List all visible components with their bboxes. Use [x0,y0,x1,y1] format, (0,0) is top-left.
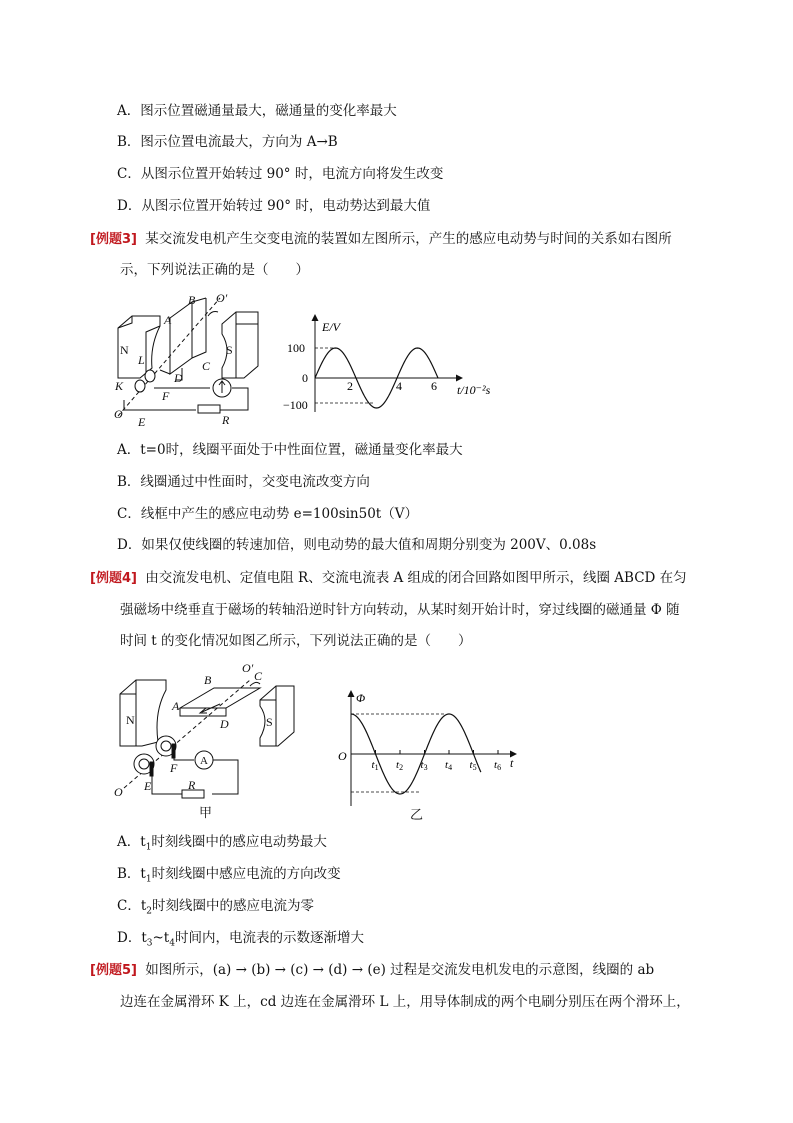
ex4-tag: [例题4] [90,571,137,586]
ex4-option-b-prefix: B．t [117,866,146,882]
ex3-stem-line1 [90,229,672,250]
ex3-stem-text1: 某交流发电机产生交变电流的装置如左图所示，产生的感应电动势与时间的关系如右图所 [145,231,672,247]
ex4-tick-label-6: t6 [494,759,502,772]
ex3-stem-line2: 示，下列说法正确的是（ ） [120,262,309,278]
ex3-xtick-2: 2 [347,379,353,393]
ex5-stem-line1 [90,960,654,981]
ex4-option-b-sub: 1 [145,874,152,885]
q2-option-a: A．图示位置磁通量最大，磁通量的变化率最大 [117,103,397,119]
ex4-option-a-prefix: A．t [117,834,146,850]
ex3-label-b: B [188,293,196,307]
ex4-label-n: N [126,713,135,727]
ex4-option-b [117,864,341,890]
ex4-label-e: E [144,779,152,793]
ex4-label-r: R [188,778,196,792]
q2-option-d: D．从图示位置开始转过 90° 时，电动势达到最大值 [117,198,431,214]
ex4-option-a-sub: 1 [145,842,152,853]
ex4-option-c-rest: 时刻线圈中的感应电流为零 [152,898,314,914]
ex4-flux-graph [336,688,526,808]
ex3-generator-figure [110,288,275,428]
ex3-option-b: B．线圈通过中性面时，交变电流改变方向 [117,474,370,490]
ex4-option-c-sub: 2 [146,906,152,917]
ex4-option-b-rest: 时刻线圈中感应电流的方向改变 [151,866,341,882]
ex5-tag: [例题5] [90,963,137,978]
ex3-label-oprime: O′ [216,291,228,305]
ex4-stem-text1: 由交流发电机、定值电阻 R、交流电流表 A 组成的闭合回路如图甲所示，线圈 ABCD 在匀 [145,570,687,586]
ex4-option-d-prefix: D．t [117,930,147,946]
ex3-label-f: F [162,389,170,403]
ex3-option-a: A．t=0时，线圈平面处于中性面位置，磁通量变化率最大 [117,442,463,458]
ex3-xtick-6: 6 [431,379,437,393]
ex4-stem-line2: 强磁场中绕垂直于磁场的转轴沿逆时针方向转动，从某时刻开始计时，穿过线圈的磁通量 Φ 随 [120,602,680,618]
ex4-option-a [117,832,327,858]
ex3-emf-chart [282,312,507,417]
ex4-label-b: B [204,673,212,687]
ex3-label-k: K [115,379,124,393]
ex4-graph-phi-label: Φ [356,691,366,705]
ex5-stem-text1: 如图所示，(a) → (b) → (c) → (d) → (e) 过程是交流发电机发电的示意图，线圈的 ab [145,962,655,978]
ex4-graph-t-label: t [510,756,514,770]
ex3-label-d: D [174,371,183,385]
ex4-caption-yi: 乙 [410,808,424,823]
ex4-option-d-mid: ~t [152,930,170,946]
ex4-label-o: O [114,785,123,799]
ex4-label-s: S [266,715,273,729]
ex4-option-c [117,896,314,922]
ex4-tick-label-1: t1 [371,759,379,772]
ex4-caption-jia: 甲 [199,806,213,821]
ex3-chart-ylabel: E/V [322,320,340,334]
ex4-option-d-sub2: 4 [169,938,175,949]
ex3-label-n: N [120,343,129,357]
ex4-option-c-prefix: C．t [117,898,147,914]
ex3-label-e: E [138,415,146,428]
ex3-label-s: S [226,343,233,357]
ex4-generator-figure [110,660,310,805]
ex3-tag: [例题3] [90,232,137,247]
ex3-label-r: R [222,413,230,427]
ex4-label-c: C [254,669,263,683]
ex4-graph-origin: O [338,749,347,763]
ex5-stem-line2: 边连在金属滑环 K 上，cd 边连在金属滑环 L 上，用导体制成的两个电刷分别压在两个滑环上， [120,994,690,1010]
ex4-option-d-sub: 3 [146,938,153,949]
ex4-label-d: D [220,717,229,731]
ex4-stem-line3: 时间 t 的变化情况如图乙所示，下列说法正确的是（ ） [120,633,472,649]
q2-option-c: C．从图示位置开始转过 90° 时，电流方向将发生改变 [117,166,444,182]
q2-option-b: B．图示位置电流最大，方向为 A→B [117,134,338,150]
ex3-ytick-0: 0 [302,371,308,385]
ex4-option-d [117,928,364,954]
ex3-label-l: L [138,353,145,367]
ex4-option-d-rest: 时间内，电流表的示数逐渐增大 [174,930,364,946]
ex3-ytick-minus100: −100 [283,398,308,412]
ex3-label-o: O [114,407,123,421]
ex4-tick-label-2: t2 [396,759,404,772]
ex3-label-c: C [202,359,211,373]
ex3-label-a: A [164,313,172,327]
ex4-label-a: A [172,699,180,713]
ex4-tick-label-4: t4 [445,759,453,772]
ex4-ammeter-label: A [200,755,208,767]
ex4-tick-label-3: t3 [420,759,428,772]
ex3-xtick-4: 4 [396,379,402,393]
ex4-label-f: F [170,761,178,775]
ex3-option-d: D．如果仅使线圈的转速加倍，则电动势的最大值和周期分别变为 200V、0.08s [117,537,597,553]
ex3-ytick-100: 100 [287,341,305,355]
ex4-tick-label-5: t5 [469,759,477,772]
ex3-option-c: C．线框中产生的感应电动势 e=100sin50t（V） [117,506,418,522]
ex4-label-oprime: O′ [242,661,254,675]
ex4-stem-line1 [90,568,687,589]
ex4-option-a-rest: 时刻线圈中的感应电动势最大 [151,834,327,850]
ex3-chart-xlabel: t/10⁻²s [457,383,491,397]
